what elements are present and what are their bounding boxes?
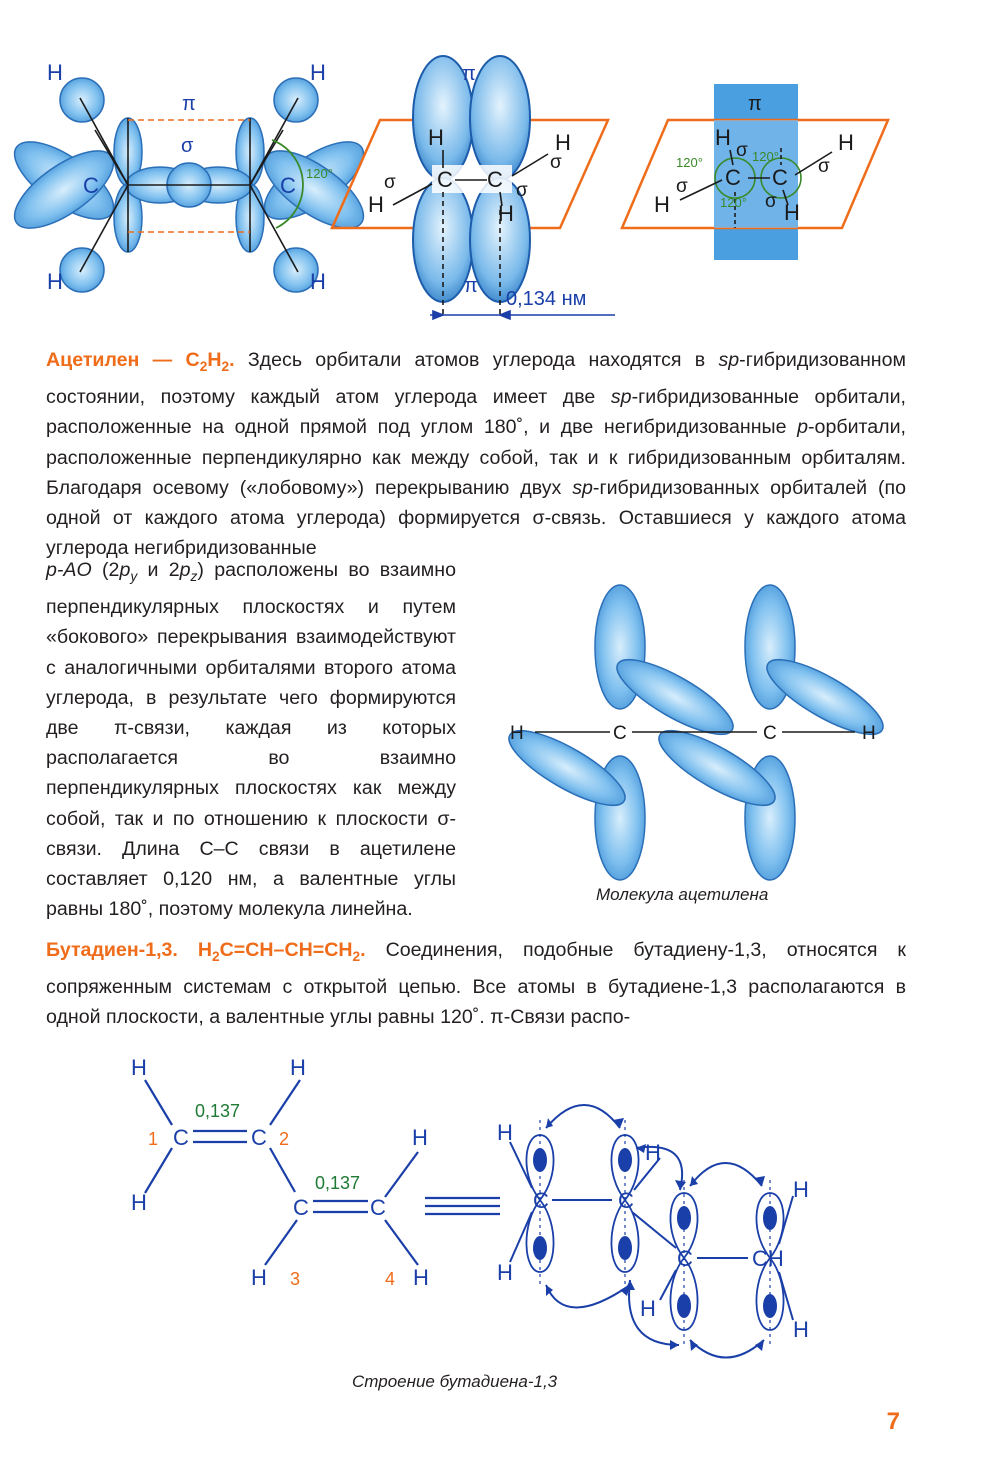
bo-c1: C	[533, 1188, 549, 1213]
pib-length: 0,134 нм	[506, 288, 587, 310]
ac-c1: C	[613, 723, 627, 744]
pg-sigma2: σ	[676, 176, 688, 197]
pg-angle3: 120°	[720, 195, 747, 210]
pg-sigma1: σ	[736, 140, 748, 161]
bo-h2: H	[497, 1260, 513, 1285]
pg-h4: H	[784, 200, 800, 225]
bo-h5: H	[793, 1177, 809, 1202]
pg-h2: H	[838, 130, 854, 155]
bf-c3: C	[293, 1195, 309, 1220]
pg-c1: C	[725, 165, 741, 190]
eth-c2: C	[280, 173, 296, 198]
butadiene-formula-figure	[131, 1055, 500, 1290]
eth-pi: π	[182, 93, 196, 115]
eth-h4: H	[310, 269, 326, 294]
pg-c2: C	[772, 165, 788, 190]
bo-c2: C	[618, 1188, 634, 1213]
pg-h1: H	[715, 125, 731, 150]
eth-c1: C	[83, 173, 99, 198]
acetylene-heading: Ацетилен — $C_2H_2$.	[46, 349, 235, 374]
pib-sigma3: σ	[516, 180, 528, 201]
eth-h3: H	[47, 269, 63, 294]
bf-num4: 4	[385, 1269, 396, 1289]
bo-c3: C	[677, 1246, 693, 1271]
bf-c2: C	[251, 1125, 267, 1150]
bo-ch: CH	[752, 1246, 784, 1271]
ac-h1: H	[510, 723, 524, 744]
bf-c1: C	[173, 1125, 189, 1150]
pg-sigma3: σ	[765, 191, 777, 212]
pib-sigma2: σ	[550, 152, 562, 173]
pib-c2: C	[487, 167, 503, 192]
page-number: 7	[886, 1408, 900, 1435]
acetylene-paragraph-column: p-AO ($2p_y$ и $2p_z$) расположены во взаимно перпендикулярных плоскостях и путем «бокового» перекрывания взаимодействуют с аналогичными орбиталями второго атома углерода, в результате чего формируются две π-связи, каждая из которых располагается во взаимно перпендикулярных плоскостях как между собой, так и по отношению к плоскости σ-связи. Длина C–C связи в ацетилене составляет 0,120 нм, а валентные углы равны 180˚, поэтому молекула линейна.	[46, 559, 456, 921]
butadiene-orbital-figure	[497, 1105, 809, 1358]
pg-angle2: 120°	[752, 149, 779, 164]
ethylene-orbital-figure	[3, 60, 376, 294]
bf-h2: H	[290, 1055, 306, 1080]
eth-h1: H	[47, 60, 63, 85]
bo-h4: H	[640, 1296, 656, 1321]
pg-sigma4: σ	[818, 156, 830, 177]
eth-sigma: σ	[181, 135, 194, 157]
eth-h2: H	[310, 60, 326, 85]
bf-num2: 2	[279, 1129, 290, 1149]
bf-h6: H	[413, 1265, 429, 1290]
bo-h6: H	[793, 1317, 809, 1342]
pg-angle1: 120°	[676, 155, 703, 170]
pib-h1: H	[428, 125, 444, 150]
bf-num1: 1	[148, 1129, 159, 1149]
bo-h1: H	[497, 1120, 513, 1145]
acetylene-paragraph-top: Ацетилен — $C_2H_2$. Здесь орбитали атомов углерода находятся в sp-гибридизованном состоянии, поэтому каждый атом углерода имеет две sp-гибридизованные орбитали, расположенные на одной прямой под углом 180˚, и две негибридизованные p-орбитали, расположенные перпендикулярно как между собой, так и к гибридизованным орбиталям. Благодаря осевому («лобовому») перекрыванию двух sp-гибридизованных орбиталей (по одной от каждого атома углерода) формируется σ-связь. Оставшиеся у каждого атома углерода негибридизованные	[46, 349, 906, 560]
eth-angle: 120°	[306, 166, 333, 181]
butadiene-heading: Бутадиен-1,3. $H_2C=CH-CH=CH_2$.	[46, 939, 366, 964]
ac-h2: H	[862, 723, 876, 744]
pib-h4: H	[498, 201, 514, 226]
bf-c4: C	[370, 1195, 386, 1220]
bo-h3: H	[645, 1140, 661, 1165]
pib-pi-top: π	[462, 63, 476, 85]
butadiene-caption: Строение бутадиена-1,3	[352, 1372, 558, 1391]
bf-bond2: 0,137	[315, 1173, 361, 1193]
bf-h1: H	[131, 1055, 147, 1080]
bf-bond1: 0,137	[195, 1101, 241, 1121]
pg-h3: H	[654, 192, 670, 217]
butadiene-paragraph: Бутадиен-1,3. $H_2C=CH-CH=CH_2$. Соединения, подобные бутадиену-1,3, относятся к сопряженным системам с открытой цепью. Все атомы в бутадиене-1,3 располагаются в одной плоскости, а валентные углы равны 120˚. π-Связи распо-	[46, 939, 906, 1029]
pg-pi: π	[748, 93, 762, 115]
planar-geometry-figure	[622, 84, 888, 260]
acetylene-caption: Молекула ацетилена	[596, 885, 769, 904]
pib-c1: C	[437, 167, 453, 192]
bf-h3: H	[131, 1190, 147, 1215]
pib-pi-bottom: π	[464, 275, 478, 297]
pi-bond-plane-figure	[332, 56, 615, 319]
bf-h5: H	[251, 1265, 267, 1290]
pib-h3: H	[368, 192, 384, 217]
bf-num3: 3	[290, 1269, 301, 1289]
bf-h4: H	[412, 1125, 428, 1150]
acetylene-molecule-figure	[500, 585, 892, 880]
ac-c2: C	[763, 723, 777, 744]
pib-h2: H	[555, 130, 571, 155]
pib-sigma1: σ	[384, 172, 396, 193]
